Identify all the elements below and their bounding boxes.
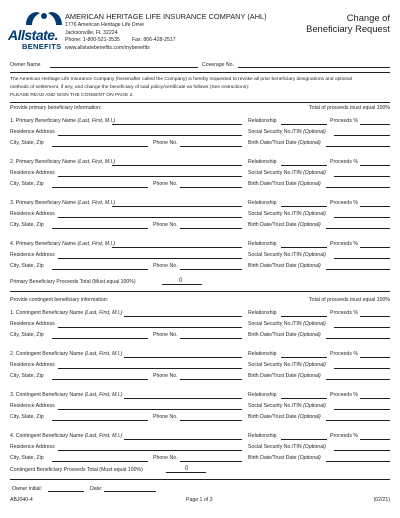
contingent-birth-field[interactable] <box>326 461 390 462</box>
coverage-no-field[interactable] <box>238 67 390 68</box>
primary-birth-label <box>248 263 321 269</box>
contingent-birth-label <box>248 455 321 461</box>
contingent-proceeds-label: Proceeds % <box>330 351 358 357</box>
primary-name-label <box>10 159 115 165</box>
contingent-birth-optional: (Optional) <box>297 455 321 461</box>
primary-name-label <box>10 241 115 247</box>
contingent-name-label <box>10 351 122 357</box>
contingent-relationship-field[interactable] <box>281 398 327 399</box>
contingent-name-hint: (Last, First, M.I.) <box>84 433 123 439</box>
primary-relationship-label: Relationship <box>248 241 277 247</box>
contingent-residence-field[interactable] <box>58 450 242 451</box>
contingent-phone-field[interactable] <box>180 338 242 339</box>
contingent-residence-field[interactable] <box>58 327 242 328</box>
contingent-phone-label: Phone No. <box>153 414 178 420</box>
contingent-birth-field[interactable] <box>326 420 390 421</box>
primary-birth-label <box>248 140 321 146</box>
primary-city-label: City, State, Zip <box>10 181 44 187</box>
primary-birth-label-text: Birth Date/Trust Date <box>248 140 297 146</box>
primary-relationship-field[interactable] <box>281 165 327 166</box>
primary-proceeds-field[interactable] <box>360 124 390 125</box>
primary-city-field[interactable] <box>52 146 148 147</box>
contingent-residence-label: Residence Address <box>10 321 55 327</box>
contingent-ssn-field[interactable] <box>334 368 390 369</box>
primary-proceeds-field[interactable] <box>360 247 390 248</box>
primary-phone-label: Phone No. <box>153 140 178 146</box>
contingent-relationship-label: Relationship <box>248 433 277 439</box>
contingent-birth-label-text: Birth Date/Trust Date <box>248 414 297 420</box>
allstate-logo <box>8 7 64 53</box>
contingent-birth-label-text: Birth Date/Trust Date <box>248 373 297 379</box>
primary-name-label <box>10 118 115 124</box>
primary-ssn-field[interactable] <box>334 135 390 136</box>
primary-city-field[interactable] <box>52 187 148 188</box>
contingent-residence-label: Residence Address <box>10 444 55 450</box>
contingent-birth-label-text: Birth Date/Trust Date <box>248 455 297 461</box>
primary-relationship-field[interactable] <box>281 124 327 125</box>
company-website: www.allstatebenefits.com/mybenefits <box>65 44 150 51</box>
contingent-ssn-label <box>248 321 326 327</box>
primary-proceeds-field[interactable] <box>360 165 390 166</box>
contingent-name-hint: (Last, First, M.I.) <box>84 392 123 398</box>
primary-name-hint: (Last, First, M.I.) <box>77 200 116 206</box>
contingent-relationship-label: Relationship <box>248 310 277 316</box>
contingent-relationship-label: Relationship <box>248 351 277 357</box>
contingent-birth-optional: (Optional) <box>297 332 321 338</box>
primary-proceeds-label: Proceeds % <box>330 241 358 247</box>
contingent-birth-label <box>248 373 321 379</box>
contingent-total-label: Contingent Beneficiary Proceeds Total (Must equal 100%) <box>10 467 143 473</box>
primary-ssn-label <box>248 170 326 176</box>
primary-residence-field[interactable] <box>58 217 242 218</box>
contingent-ssn-optional: (Optional) <box>303 403 326 409</box>
contingent-phone-label: Phone No. <box>153 373 178 379</box>
company-address-line2: Jacksonville, FL 32224 <box>65 29 118 36</box>
contingent-phone-label: Phone No. <box>153 332 178 338</box>
primary-birth-label-text: Birth Date/Trust Date <box>248 181 297 187</box>
primary-birth-optional: (Optional) <box>297 181 321 187</box>
primary-birth-optional: (Optional) <box>297 140 321 146</box>
contingent-ssn-label-text: Social Security No./TIN <box>248 403 302 409</box>
primary-name-hint: (Last, First, M.I.) <box>77 118 116 124</box>
primary-heading: Provide primary beneficiary information: <box>10 105 102 111</box>
date-label: Date: <box>90 486 103 492</box>
primary-city-label: City, State, Zip <box>10 263 44 269</box>
intro-line3: PLEASE READ AND SIGN THE CONSENT ON PAGE 2. <box>10 93 134 98</box>
primary-proceeds-field[interactable] <box>360 206 390 207</box>
contingent-relationship-field[interactable] <box>281 357 327 358</box>
contingent-city-label: City, State, Zip <box>10 414 44 420</box>
contingent-ssn-label <box>248 444 326 450</box>
contingent-name-underline[interactable] <box>124 398 242 399</box>
primary-name-label <box>10 200 115 206</box>
contingent-ssn-label-text: Social Security No./TIN <box>248 362 302 368</box>
contingent-ssn-label-text: Social Security No./TIN <box>248 321 302 327</box>
contingent-phone-field[interactable] <box>180 420 242 421</box>
contingent-city-label: City, State, Zip <box>10 332 44 338</box>
primary-name-underline[interactable] <box>112 165 242 166</box>
contingent-phone-field[interactable] <box>180 461 242 462</box>
primary-name-underline[interactable] <box>112 247 242 248</box>
primary-city-label: City, State, Zip <box>10 222 44 228</box>
contingent-name-underline[interactable] <box>124 439 242 440</box>
contingent-total-field[interactable] <box>166 472 206 473</box>
primary-residence-label: Residence Address <box>10 252 55 258</box>
primary-name-hint: (Last, First, M.I.) <box>77 241 116 247</box>
primary-residence-field[interactable] <box>58 176 242 177</box>
contingent-ssn-label-text: Social Security No./TIN <box>248 444 302 450</box>
primary-phone-label: Phone No. <box>153 181 178 187</box>
contingent-ssn-optional: (Optional) <box>303 444 326 450</box>
contingent-residence-label: Residence Address <box>10 403 55 409</box>
contingent-name-label-text: 3. Contingent Beneficiary Name <box>10 392 84 398</box>
contingent-name-hint: (Last, First, M.I.) <box>84 351 123 357</box>
contingent-birth-label <box>248 332 321 338</box>
divider-primary <box>10 102 390 103</box>
contingent-residence-field[interactable] <box>58 409 242 410</box>
contingent-heading: Provide contingent beneficiary information: <box>10 297 109 303</box>
company-fax: Fax: 866-428-2517 <box>131 37 176 43</box>
contingent-birth-optional: (Optional) <box>297 414 321 420</box>
logo-sub-text: BENEFITS <box>22 42 62 51</box>
contingent-proceeds-label: Proceeds % <box>330 433 358 439</box>
intro-line1: The American Heritage Life Insurance Company (hereinafter called the Company) is hereby requested to revoke all prior beneficiary designations and optional <box>10 77 352 82</box>
primary-ssn-label <box>248 211 326 217</box>
form-title-line1: Change of <box>346 12 390 23</box>
contingent-birth-field[interactable] <box>326 338 390 339</box>
primary-residence-label: Residence Address <box>10 211 55 217</box>
contingent-relationship-label: Relationship <box>248 392 277 398</box>
divider-bottom <box>10 479 390 480</box>
contingent-proceeds-field[interactable] <box>360 398 390 399</box>
primary-ssn-label <box>248 252 326 258</box>
contingent-ssn-field[interactable] <box>334 327 390 328</box>
contingent-city-field[interactable] <box>52 379 148 380</box>
company-name: AMERICAN HERITAGE LIFE INSURANCE COMPANY (AHL) <box>65 12 267 21</box>
primary-proceeds-label: Proceeds % <box>330 159 358 165</box>
contingent-city-label: City, State, Zip <box>10 455 44 461</box>
contingent-residence-label: Residence Address <box>10 362 55 368</box>
primary-phone-label: Phone No. <box>153 263 178 269</box>
primary-relationship-field[interactable] <box>281 247 327 248</box>
primary-ssn-field[interactable] <box>334 176 390 177</box>
primary-birth-label <box>248 222 321 228</box>
primary-ssn-optional: (Optional) <box>303 211 326 217</box>
divider-top <box>10 72 390 73</box>
primary-total-field[interactable] <box>162 284 202 285</box>
contingent-proceeds-label: Proceeds % <box>330 310 358 316</box>
contingent-city-field[interactable] <box>52 420 148 421</box>
primary-proceeds-label: Proceeds % <box>330 200 358 206</box>
form-title <box>306 12 390 34</box>
contingent-birth-optional: (Optional) <box>297 373 321 379</box>
contingent-proceeds-field[interactable] <box>360 316 390 317</box>
contingent-proceeds-field[interactable] <box>360 357 390 358</box>
owner-initial-label: Owner initial: <box>12 486 42 492</box>
contingent-relationship-field[interactable] <box>281 316 327 317</box>
primary-ssn-optional: (Optional) <box>303 252 326 258</box>
contingent-city-label: City, State, Zip <box>10 373 44 379</box>
contingent-name-underline[interactable] <box>124 316 242 317</box>
primary-ssn-label-text: Social Security No./TIN <box>248 170 302 176</box>
contingent-name-hint: (Last, First, M.I.) <box>84 310 123 316</box>
primary-relationship-label: Relationship <box>248 118 277 124</box>
primary-ssn-label-text: Social Security No./TIN <box>248 252 302 258</box>
primary-birth-label-text: Birth Date/Trust Date <box>248 263 297 269</box>
primary-total-label: Primary Beneficiary Proceeds Total (Must equal 100%) <box>10 279 136 285</box>
intro-line2: methods of settlement, if any, and change the beneficiary of said policy/certificate as follows (See instructions): <box>10 85 250 90</box>
logo-main-text: Allstate. <box>8 27 58 43</box>
primary-ssn-field[interactable] <box>334 258 390 259</box>
contingent-ssn-optional: (Optional) <box>303 362 326 368</box>
contingent-proceeds-label: Proceeds % <box>330 392 358 398</box>
owner-name-field[interactable] <box>50 67 198 68</box>
primary-name-underline[interactable] <box>112 206 242 207</box>
primary-name-underline[interactable] <box>112 124 242 125</box>
contingent-city-field[interactable] <box>52 338 148 339</box>
primary-relationship-label: Relationship <box>248 200 277 206</box>
primary-phone-field[interactable] <box>180 228 242 229</box>
primary-ssn-label-text: Social Security No./TIN <box>248 129 302 135</box>
form-title-line2: Beneficiary Request <box>306 23 390 34</box>
primary-residence-field[interactable] <box>58 258 242 259</box>
contingent-name-label <box>10 392 122 398</box>
contingent-city-field[interactable] <box>52 461 148 462</box>
contingent-name-label-text: 2. Contingent Beneficiary Name <box>10 351 84 357</box>
primary-name-label-text: 3. Primary Beneficiary Name <box>10 200 77 206</box>
revision-date: (02/21) <box>373 497 390 503</box>
primary-ssn-optional: (Optional) <box>303 170 326 176</box>
primary-residence-field[interactable] <box>58 135 242 136</box>
owner-initial-field[interactable] <box>48 491 84 492</box>
primary-phone-label: Phone No. <box>153 222 178 228</box>
company-phone: Phone: 1-800-521-3535 <box>65 37 120 43</box>
primary-city-label: City, State, Zip <box>10 140 44 146</box>
primary-city-field[interactable] <box>52 228 148 229</box>
owner-name-label: Owner Name <box>10 62 41 68</box>
contingent-total-note: Total of proceeds must equal 100% <box>308 297 390 303</box>
company-block <box>65 12 267 52</box>
primary-ssn-optional: (Optional) <box>303 129 326 135</box>
primary-birth-field[interactable] <box>326 187 390 188</box>
contingent-ssn-label <box>248 362 326 368</box>
primary-phone-field[interactable] <box>180 146 242 147</box>
contingent-total-value: 0 <box>185 466 189 472</box>
contingent-residence-field[interactable] <box>58 368 242 369</box>
primary-proceeds-label: Proceeds % <box>330 118 358 124</box>
primary-ssn-field[interactable] <box>334 217 390 218</box>
hands-logo-icon <box>22 7 66 27</box>
primary-birth-field[interactable] <box>326 269 390 270</box>
contingent-ssn-label <box>248 403 326 409</box>
primary-total-value: 0 <box>179 278 183 284</box>
contingent-ssn-field[interactable] <box>334 409 390 410</box>
primary-birth-label <box>248 181 321 187</box>
contingent-ssn-optional: (Optional) <box>303 321 326 327</box>
primary-birth-field[interactable] <box>326 228 390 229</box>
primary-birth-field[interactable] <box>326 146 390 147</box>
primary-relationship-label: Relationship <box>248 159 277 165</box>
primary-name-label-text: 1. Primary Beneficiary Name <box>10 118 77 124</box>
contingent-phone-field[interactable] <box>180 379 242 380</box>
contingent-proceeds-field[interactable] <box>360 439 390 440</box>
contingent-name-label <box>10 310 122 316</box>
primary-residence-label: Residence Address <box>10 129 55 135</box>
primary-name-label-text: 4. Primary Beneficiary Name <box>10 241 77 247</box>
primary-name-hint: (Last, First, M.I.) <box>77 159 116 165</box>
primary-residence-label: Residence Address <box>10 170 55 176</box>
primary-name-label-text: 2. Primary Beneficiary Name <box>10 159 77 165</box>
divider-contingent <box>10 291 390 292</box>
coverage-no-label: Coverage No. <box>202 62 235 68</box>
contingent-name-underline[interactable] <box>124 357 242 358</box>
form-number: ABJ040-4 <box>10 497 33 503</box>
date-field[interactable] <box>104 491 156 492</box>
primary-ssn-label <box>248 129 326 135</box>
contingent-birth-label-text: Birth Date/Trust Date <box>248 332 297 338</box>
contingent-name-label-text: 1. Contingent Beneficiary Name <box>10 310 84 316</box>
primary-birth-optional: (Optional) <box>297 222 321 228</box>
primary-birth-label-text: Birth Date/Trust Date <box>248 222 297 228</box>
page-number: Page 1 of 3 <box>186 497 213 503</box>
contingent-name-label-text: 4. Contingent Beneficiary Name <box>10 433 84 439</box>
contingent-relationship-field[interactable] <box>281 439 327 440</box>
primary-birth-optional: (Optional) <box>297 263 321 269</box>
primary-relationship-field[interactable] <box>281 206 327 207</box>
primary-city-field[interactable] <box>52 269 148 270</box>
contingent-name-label <box>10 433 122 439</box>
primary-total-note: Total of proceeds must equal 100% <box>308 105 390 111</box>
contingent-birth-label <box>248 414 321 420</box>
primary-ssn-label-text: Social Security No./TIN <box>248 211 302 217</box>
primary-phone-field[interactable] <box>180 269 242 270</box>
contingent-birth-field[interactable] <box>326 379 390 380</box>
contingent-ssn-field[interactable] <box>334 450 390 451</box>
contingent-phone-label: Phone No. <box>153 455 178 461</box>
primary-phone-field[interactable] <box>180 187 242 188</box>
company-address-line1: 1776 American Heritage Life Drive <box>65 22 145 28</box>
